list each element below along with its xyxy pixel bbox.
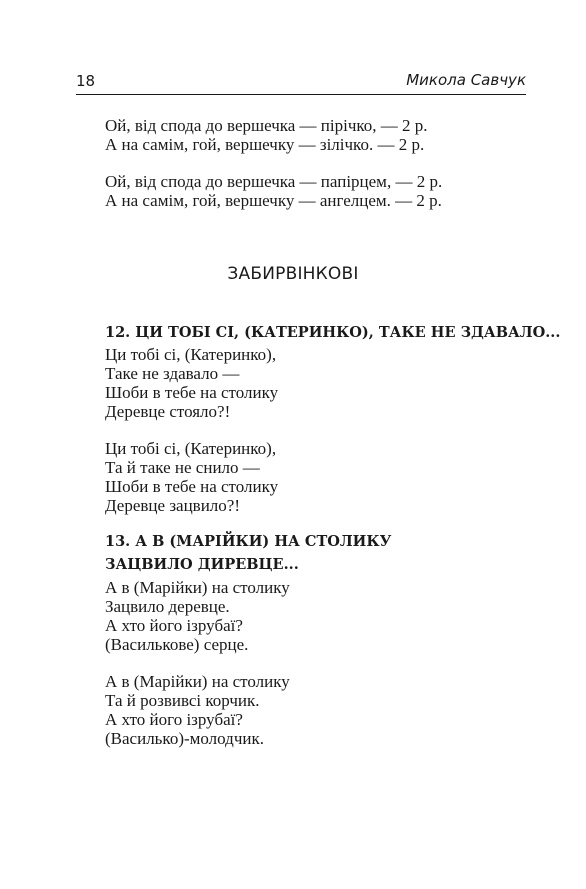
verse-line: Таке не здавало — xyxy=(105,364,240,383)
verse-line: Та й розвивсі корчик. xyxy=(105,691,260,710)
verse-line: А хто його ізрубаї? xyxy=(105,710,243,729)
verse-line: Ой, від спода до вершечка — папірцем, — 2 р. xyxy=(105,172,443,191)
song-title-continued: ЗАЦВИЛО ДИРЕВЦЕ... xyxy=(105,556,299,573)
page-header xyxy=(76,70,526,95)
running-head-author: Микола Савчук xyxy=(406,71,526,89)
verse-line: (Василько)-молодчик. xyxy=(105,729,264,748)
verse-line: А в (Марійки) на столику xyxy=(105,578,290,597)
song-title: 12. ЦИ ТОБІ СІ, (КАТЕРИНКО), ТАКЕ НЕ ЗДАВАЛО... xyxy=(105,324,561,341)
verse-line: А на самім, гой, вершечку — ангелцем. — 2 р. xyxy=(105,191,442,210)
verse-line: А хто його ізрубаї? xyxy=(105,616,243,635)
section-title: ЗАБИРВІНКОВІ xyxy=(227,264,359,284)
verse-line: Шоби в тебе на столику xyxy=(105,477,279,496)
page-number: 18 xyxy=(76,72,96,90)
verse-line: Ци тобі сі, (Катеринко), xyxy=(105,439,277,458)
verse-line: (Василькове) серце. xyxy=(105,635,249,654)
verse-line: А в (Марійки) на столику xyxy=(105,672,290,691)
verse-line: Деревце зацвило?! xyxy=(105,496,240,515)
verse-line: Ци тобі сі, (Катеринко), xyxy=(105,345,277,364)
verse-line: Шоби в тебе на столику xyxy=(105,383,279,402)
song-title: 13. А В (МАРІЙКИ) НА СТОЛИКУ xyxy=(105,533,392,550)
verse-line: Деревце стояло?! xyxy=(105,402,231,421)
verse-line: Зацвило деревце. xyxy=(105,597,230,616)
verse-line: Ой, від спода до вершечка — пірічко, — 2 р. xyxy=(105,116,428,135)
verse-line: А на самім, гой, вершечку — зілічко. — 2 р. xyxy=(105,135,425,154)
verse-line: Та й таке не снило — xyxy=(105,458,260,477)
